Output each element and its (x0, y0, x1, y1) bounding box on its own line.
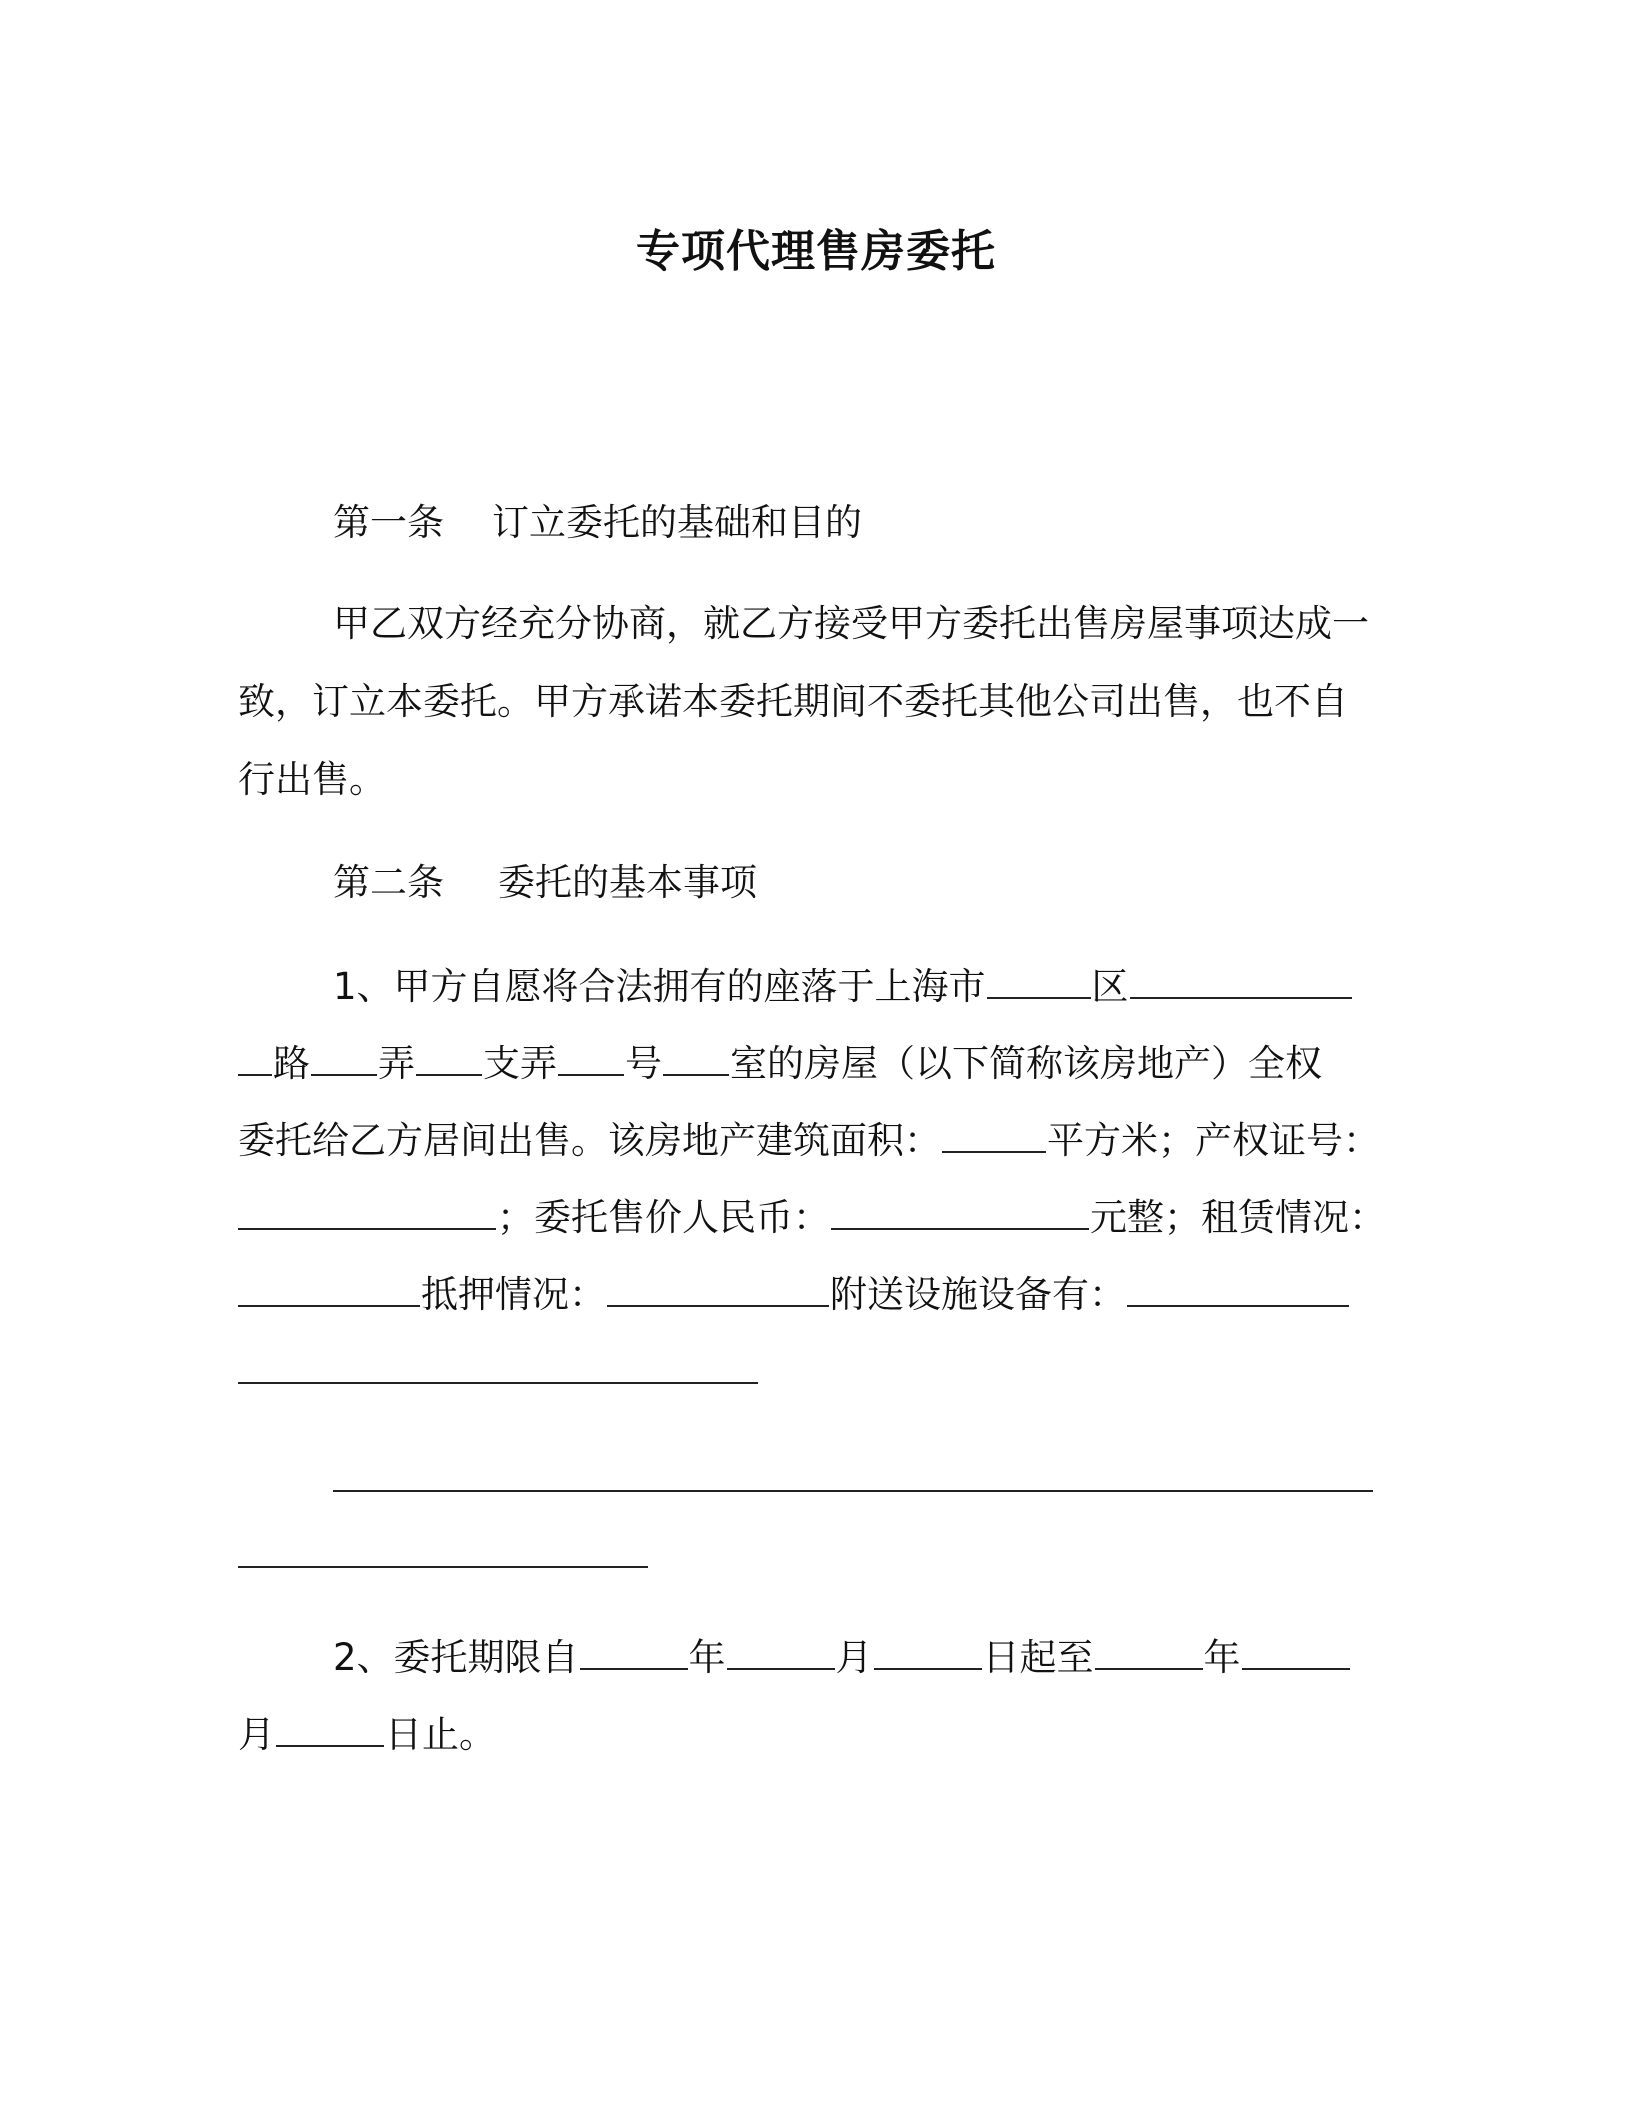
road-blank[interactable] (238, 1038, 272, 1076)
item-2-line (333, 1632, 1351, 1684)
item-2-text: 年 (1203, 1636, 1241, 1679)
article-1-paragraph-line: 行出售。 (238, 758, 386, 801)
end-month-blank[interactable] (1242, 1632, 1350, 1670)
end-year-blank[interactable] (1095, 1632, 1203, 1670)
item-1-text: 弄 (378, 1042, 415, 1085)
article-2-heading (333, 857, 757, 909)
item-1-line (238, 1192, 1386, 1244)
facilities-blank-line[interactable] (333, 1490, 1373, 1492)
area-blank[interactable] (942, 1115, 1046, 1153)
item-1-text: 区 (1091, 965, 1129, 1008)
mortgage-blank[interactable] (607, 1269, 829, 1307)
item-2-text: 日止。 (385, 1713, 496, 1756)
document-title: 专项代理售房委托 (636, 226, 996, 277)
certificate-number-blank[interactable] (238, 1192, 496, 1230)
lane-blank[interactable] (311, 1038, 377, 1076)
item-1-text: 室的房屋（以下简称该房地产）全权 (730, 1042, 1322, 1085)
item-1-text: 委托给乙方居间出售。该房地产建筑面积： (238, 1119, 941, 1162)
sub-lane-blank[interactable] (416, 1038, 482, 1076)
item-1-text: 抵押情况： (421, 1273, 606, 1316)
article-2-number: 第二条 (333, 861, 444, 904)
article-1-number: 第一条 (333, 501, 444, 544)
item-1-line (333, 961, 1353, 1013)
item-1-text: 平方米；产权证号： (1047, 1119, 1380, 1162)
item-1-line (238, 1115, 1380, 1167)
start-day-blank[interactable] (874, 1632, 982, 1670)
article-1-paragraph-line: 致，订立本委托。甲方承诺本委托期间不委托其他公司出售，也不自 (238, 680, 1348, 723)
item-1-text: 支弄 (483, 1042, 557, 1085)
start-year-blank[interactable] (580, 1632, 688, 1670)
item-1-line (238, 1038, 1322, 1090)
end-day-blank[interactable] (276, 1709, 384, 1747)
item-2-text: 月 (835, 1636, 873, 1679)
item-2-text: 月 (238, 1713, 275, 1756)
item-1-text: 号 (625, 1042, 662, 1085)
room-blank[interactable] (663, 1038, 729, 1076)
item-2-text: 日起至 (982, 1636, 1094, 1679)
start-month-blank[interactable] (727, 1632, 835, 1670)
road-name-blank[interactable] (1130, 961, 1352, 999)
price-blank[interactable] (831, 1192, 1089, 1230)
article-1-heading (333, 497, 862, 549)
facilities-blank[interactable] (1127, 1269, 1349, 1307)
item-2-text: 2、委托期限自 (333, 1636, 579, 1679)
item-1-text: 路 (273, 1042, 310, 1085)
article-1-paragraph-line: 甲乙双方经充分协商，就乙方接受甲方委托出售房屋事项达成一 (333, 602, 1369, 645)
facilities-blank-line[interactable] (238, 1382, 758, 1384)
article-2-title: 委托的基本事项 (498, 861, 757, 904)
item-1-text: 1、甲方自愿将合法拥有的座落于上海市 (333, 965, 986, 1008)
number-blank[interactable] (558, 1038, 624, 1076)
item-2-line (238, 1709, 496, 1761)
article-1-title: 订立委托的基础和目的 (492, 501, 862, 544)
lease-blank[interactable] (238, 1269, 420, 1307)
item-1-text: ；委托售价人民币： (497, 1196, 830, 1239)
district-blank[interactable] (987, 961, 1091, 999)
item-1-line (238, 1269, 1350, 1321)
facilities-blank-line[interactable] (238, 1566, 648, 1568)
item-1-text: 附送设施设备有： (830, 1273, 1126, 1316)
item-1-text: 元整；租赁情况： (1090, 1196, 1386, 1239)
item-2-text: 年 (688, 1636, 726, 1679)
